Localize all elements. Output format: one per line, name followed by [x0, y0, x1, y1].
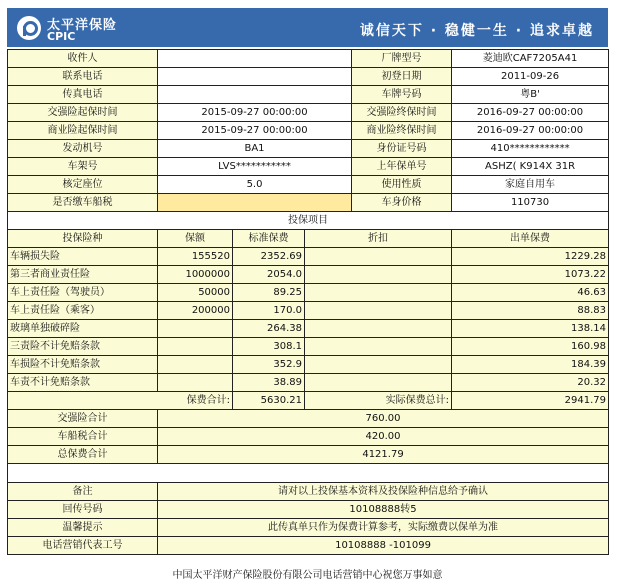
info-row: [8, 50, 609, 68]
coverage-discount: [305, 338, 452, 356]
summary-row: [8, 410, 609, 428]
coverage-std-premium: 38.89: [233, 374, 305, 392]
field-value: 2011-09-26: [452, 68, 609, 86]
coverage-row: [8, 320, 609, 338]
footer-text: 中国太平洋财产保险股份有限公司电话营销中心祝您万事如意: [172, 570, 443, 581]
coverage-item: 车上责任险（驾驶员）: [8, 284, 158, 302]
note-value: 10108888 -101099: [158, 537, 609, 555]
coverage-discount: [305, 356, 452, 374]
note-label: 回传号码: [8, 501, 158, 519]
coverage-header-row: [8, 230, 609, 248]
coverage-premium: 20.32: [452, 374, 609, 392]
field-value: 2015-09-27 00:00:00: [158, 104, 352, 122]
summary-row: [8, 446, 609, 464]
summary-row: [8, 428, 609, 446]
coverage-discount: [305, 284, 452, 302]
field-value: 2016-09-27 00:00:00: [452, 122, 609, 140]
info-row: [8, 104, 609, 122]
field-value: 410************: [452, 140, 609, 158]
coverage-item: 车辆损失险: [8, 248, 158, 266]
coverage-std-premium: 2054.0: [233, 266, 305, 284]
coverage-item: 车损险不计免赔条款: [8, 356, 158, 374]
premium-total: 5630.21: [233, 392, 305, 410]
info-row: [8, 158, 609, 176]
col-header-discount: 折扣: [305, 230, 452, 248]
coverage-row: [8, 266, 609, 284]
summary-label: 车船税合计: [8, 428, 158, 446]
field-value: [158, 194, 352, 212]
note-value: 请对以上投保基本资料及投保险种信息给予确认: [158, 483, 609, 501]
coverage-row: [8, 302, 609, 320]
field-value: BA1: [158, 140, 352, 158]
brand-name: 太平洋保险: [47, 18, 118, 33]
note-row: [8, 501, 609, 519]
note-value: 此传真单只作为保费计算参考，实际缴费以保单为准: [158, 519, 609, 537]
note-value: 10108888转5: [158, 501, 609, 519]
coverage-std-premium: 2352.69: [233, 248, 305, 266]
spacer-cell: [8, 464, 609, 483]
note-label: 备注: [8, 483, 158, 501]
info-row: [8, 122, 609, 140]
info-row: [8, 140, 609, 158]
info-row: [8, 194, 609, 212]
field-value: LVS***********: [158, 158, 352, 176]
coverage-amount: 1000000: [158, 266, 233, 284]
note-row: [8, 483, 609, 501]
field-value: 5.0: [158, 176, 352, 194]
coverage-premium: 1073.22: [452, 266, 609, 284]
actual-total: 2941.79: [452, 392, 609, 410]
field-label: 交强险起保时间: [8, 104, 158, 122]
coverage-row: [8, 338, 609, 356]
coverage-premium: 138.14: [452, 320, 609, 338]
coverage-discount: [305, 320, 452, 338]
col-header-item: 投保险种: [8, 230, 158, 248]
field-label: 身份证号码: [352, 140, 452, 158]
brand-sub: CPIC: [47, 30, 76, 43]
cpic-logo-icon: [17, 16, 41, 40]
coverage-premium: 88.83: [452, 302, 609, 320]
field-label: 使用性质: [352, 176, 452, 194]
field-value: 2015-09-27 00:00:00: [158, 122, 352, 140]
field-value: 粤B': [452, 86, 609, 104]
field-label: 收件人: [8, 50, 158, 68]
coverage-amount: 50000: [158, 284, 233, 302]
summary-label: 总保费合计: [8, 446, 158, 464]
actual-total-label: 实际保费总计:: [305, 392, 452, 410]
premium-total-label: 保费合计:: [8, 392, 233, 410]
field-value: ASHZ( K914X 31R: [452, 158, 609, 176]
spacer-row: [8, 464, 609, 483]
field-value: 菱迪欧CAF7205A41: [452, 50, 609, 68]
field-label: 车架号: [8, 158, 158, 176]
section-title-row: [8, 212, 609, 230]
coverage-item: 三责险不计免赔条款: [8, 338, 158, 356]
coverage-item: 玻璃单独破碎险: [8, 320, 158, 338]
coverage-row: [8, 284, 609, 302]
note-label: 电话营销代表工号: [8, 537, 158, 555]
quote-table: [7, 49, 609, 555]
note-label: 温馨提示: [8, 519, 158, 537]
coverage-discount: [305, 266, 452, 284]
field-value: [158, 86, 352, 104]
header-banner: [7, 8, 608, 47]
coverage-amount: 155520: [158, 248, 233, 266]
field-value: 家庭自用车: [452, 176, 609, 194]
coverage-row: [8, 356, 609, 374]
coverage-std-premium: 308.1: [233, 338, 305, 356]
coverage-amount: [158, 374, 233, 392]
coverage-discount: [305, 302, 452, 320]
summary-value: 760.00: [158, 410, 609, 428]
coverage-std-premium: 89.25: [233, 284, 305, 302]
col-header-amount: 保额: [158, 230, 233, 248]
info-row: [8, 86, 609, 104]
info-row: [8, 68, 609, 86]
coverage-amount: 200000: [158, 302, 233, 320]
field-label: 交强险终保时间: [352, 104, 452, 122]
field-label: 是否缴车船税: [8, 194, 158, 212]
coverage-std-premium: 170.0: [233, 302, 305, 320]
field-value: [158, 68, 352, 86]
coverage-amount: [158, 356, 233, 374]
field-value: 110730: [452, 194, 609, 212]
summary-section: [8, 410, 609, 483]
summary-label: 交强险合计: [8, 410, 158, 428]
coverage-section: [8, 212, 609, 410]
field-label: 传真电话: [8, 86, 158, 104]
field-label: 核定座位: [8, 176, 158, 194]
info-row: [8, 176, 609, 194]
coverage-discount: [305, 374, 452, 392]
coverage-premium: 46.63: [452, 284, 609, 302]
field-label: 上年保单号: [352, 158, 452, 176]
notes-section: [8, 483, 609, 555]
note-row: [8, 519, 609, 537]
summary-value: 4121.79: [158, 446, 609, 464]
section-title: 投保项目: [8, 212, 609, 230]
coverage-discount: [305, 248, 452, 266]
field-label: 商业险起保时间: [8, 122, 158, 140]
note-row: [8, 537, 609, 555]
summary-value: 420.00: [158, 428, 609, 446]
coverage-row: [8, 248, 609, 266]
totals-row: [8, 392, 609, 410]
info-section: [8, 50, 609, 212]
coverage-row: [8, 374, 609, 392]
coverage-premium: 160.98: [452, 338, 609, 356]
field-label: 初登日期: [352, 68, 452, 86]
slogan: 诚信天下 · 稳健一生 · 追求卓越: [359, 23, 594, 39]
coverage-std-premium: 264.38: [233, 320, 305, 338]
field-label: 厂牌型号: [352, 50, 452, 68]
col-header-std: 标准保费: [233, 230, 305, 248]
coverage-item: 车责不计免赔条款: [8, 374, 158, 392]
coverage-item: 第三者商业责任险: [8, 266, 158, 284]
field-value: 2016-09-27 00:00:00: [452, 104, 609, 122]
field-label: 发动机号: [8, 140, 158, 158]
field-label: 联系电话: [8, 68, 158, 86]
field-value: [158, 50, 352, 68]
coverage-premium: 184.39: [452, 356, 609, 374]
field-label: 车身价格: [352, 194, 452, 212]
field-label: 车牌号码: [352, 86, 452, 104]
field-label: 商业险终保时间: [352, 122, 452, 140]
coverage-amount: [158, 338, 233, 356]
coverage-std-premium: 352.9: [233, 356, 305, 374]
col-header-premium: 出单保费: [452, 230, 609, 248]
coverage-premium: 1229.28: [452, 248, 609, 266]
coverage-item: 车上责任险（乘客）: [8, 302, 158, 320]
coverage-amount: [158, 320, 233, 338]
